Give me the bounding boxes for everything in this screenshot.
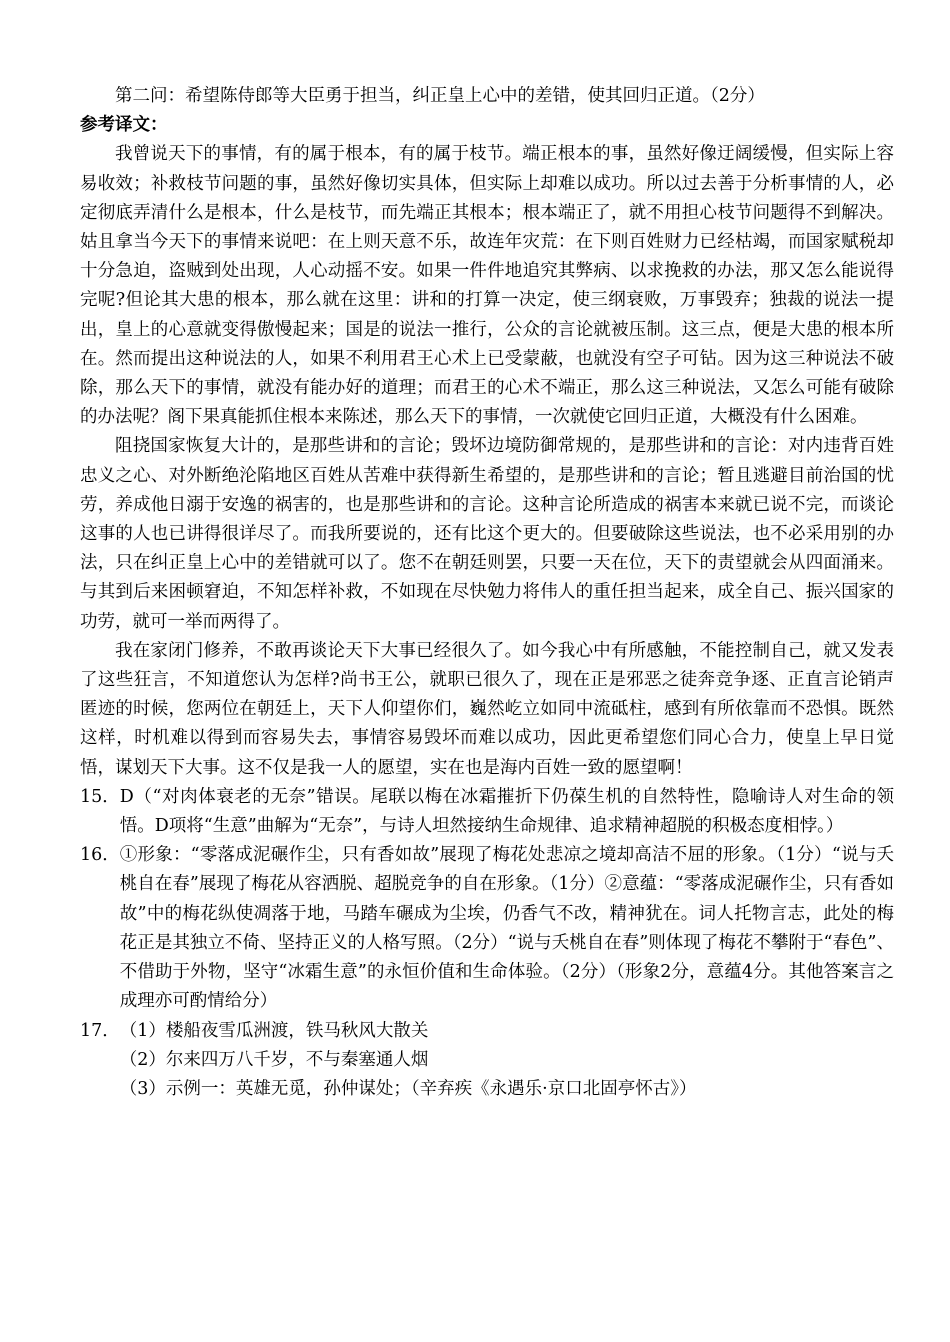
translation-paragraph-2: 阻挠国家恢复大计的，是那些讲和的言论；毁坏边境防御常规的，是那些讲和的言论：对内违背百姓忠义之心、对外断绝沦陷地区百姓从苦难中获得新生希望的，是那些讲和的言论；暂且逃避目前治国的忧劳，养成他日溺于安逸的祸害的，也是那些讲和的言论。这种言论所造成的祸害本来就已说不完，而谈论这事的人也已讲得很详尽了。而我所要说的，还有比这个更大的。但要破除这些说法，也不必采用别的办法，只在纠正皇上心中的差错就可以了。您不在朝廷则罢，只要一天在位，天下的责望就会从四面涌来。与其到后来困顿窘迫，不知怎样补救，不如现在尽快勉力将伟人的重任担当起来，成全自己、振兴国家的功劳，就可一举而两得了。 — [80, 436, 894, 632]
answer-17-line-3: （3）示例一：英雄无觅，孙仲谋处；（辛弃疾《永遇乐·京口北固亭怀古》） — [119, 1078, 697, 1099]
answer-17-line-2: （2）尔来四万八千岁，不与秦塞通人烟 — [119, 1049, 429, 1070]
q2-answer-line: 第二问：希望陈侍郎等大臣勇于担当，纠正皇上心中的差错，使其回归正道。（2分） — [115, 86, 765, 106]
answer-number: 16． — [80, 845, 120, 866]
answer-text: D（“对肉体衰老的无奈”错误。尾联以梅在冰霜摧折下仍葆生机的自然特性，隐喻诗人对生命的领悟。D项将“生意”曲解为“无奈”，与诗人坦然接纳生命规律、追求精神超脱的积极态度相悖。） — [119, 786, 894, 837]
answer-text: ①形象：“零落成泥碾作尘，只有香如故”展现了梅花处悲凉之境却高洁不屈的形象。（1分）“说与夭桃自在春”展现了梅花从容洒脱、超脱竞争的自在形象。（1分）②意蕴：“零落成泥碾作尘，只有香如故”中的梅花纵使凋落于地，马踏车碾成为尘埃，仍香气不改，精神犹在。词人托物言志，此处的梅花正是其独立不倚、坚持正义的人格写照。（2分）“说与夭桃自在春”则体现了梅花不攀附于“春色”、不借助于外物，坚守“冰霜生意”的永恒价值和生命体验。（2分）（形象2分，意蕴4分。其他答案言之成理亦可酌情给分） — [119, 845, 894, 1012]
answer-number: 15． — [80, 786, 120, 807]
translation-paragraph-3: 我在家闭门修养，不敢再谈论天下大事已经很久了。如今我心中有所感触，不能控制自己，就又发表了这些狂言，不知道您认为怎样?尚书王公，就职已很久了，现在正是邪恶之徒奔竞争逐、正直言论销声匿迹的时候，您两位在朝廷上，天下人仰望你们，巍然屹立如同中流砥柱，感到有所依靠而不恐惧。既然这样，时机难以得到而容易失去，事情容易毁坏而难以成功，因此更希望您们同心合力，使皇上早日觉悟，谋划天下大事。这不仅是我一人的愿望，实在也是海内百姓一致的愿望啊！ — [80, 640, 894, 778]
answer-number: 17． — [80, 1020, 120, 1041]
answer-17-line-1: （1）楼船夜雪瓜洲渡，铁马秋风大散关 — [119, 1020, 429, 1041]
reference-translation-heading: 参考译文： — [80, 115, 168, 136]
answer-17 — [80, 1017, 894, 1105]
answer-16 — [80, 841, 894, 1016]
answer-15 — [80, 783, 894, 841]
translation-paragraph-1: 我曾说天下的事情，有的属于根本，有的属于枝节。端正根本的事，虽然好像迂阔缓慢，但实际上容易收效；补救枝节问题的事，虽然好像切实具体，但实际上却难以成功。所以过去善于分析事情的人，必定彻底弄清什么是根本，什么是枝节，而先端正其根本；根本端正了，就不用担心枝节问题得不到解决。姑且拿当今天下的事情来说吧：在上则天意不乐，故连年灾荒：在下则百姓财力已经枯竭，而国家赋税却十分急迫，盗贼到处出现，人心动摇不安。如果一件件地追究其弊病、以求挽救的办法，那又怎么能说得完呢?但论其大患的根本，那么就在这里：讲和的打算一决定，使三纲衰败，万事毁弃；独裁的说法一提出，皇上的心意就变得傲慢起来；国是的说法一推行，公众的言论就被压制。这三点，便是大患的根本所在。然而提出这种说法的人，如果不利用君王心术上已受蒙蔽，也就没有空子可钻。因为这三种说法不破除，那么天下的事情，就没有能办好的道理；而君王的心术不端正，那么这三种说法，又怎么可能有破除的办法呢？阁下果真能抓住根本来陈述，那么天下的事情，一次就使它回归正道，大概没有什么困难。 — [80, 144, 894, 428]
answer-17-lines — [120, 1017, 894, 1105]
